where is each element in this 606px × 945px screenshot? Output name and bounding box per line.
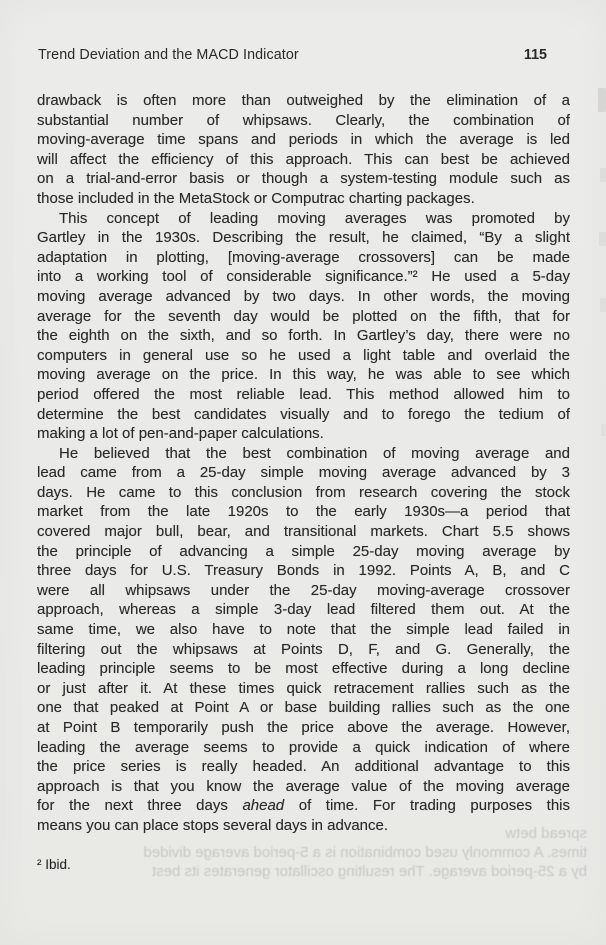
body-line: were all whipsaws under the 25-day moving-average crossover	[37, 581, 570, 599]
body-line: Gartley in the 1930s. Describing the result, he claimed, “By a slight	[37, 229, 570, 247]
body-line: or just after it. At these times quick retracement rallies such as the	[37, 679, 570, 697]
bleed-through-line: spread betw	[505, 825, 587, 842]
body-line: will affect the efficiency of this approach. This can best be achieved	[37, 150, 570, 168]
body-line: the eighth on the sixth, and so forth. In Gartley’s day, there were no	[37, 327, 570, 345]
body-line: moving average on the price. In this way, he was able to see which	[37, 366, 570, 384]
body-line: moving average advanced by two days. In other words, the moving	[37, 287, 570, 305]
body-line: the principle of advancing a simple 25-day moving average by	[37, 542, 570, 560]
page-edge-mark	[600, 298, 606, 312]
body-line: determine the best candidates visually and to forego the tedium of	[37, 405, 570, 423]
body-line: on a trial-and-error basis or though a system-testing module such as	[37, 170, 570, 188]
running-head	[38, 45, 547, 65]
page-edge-mark	[599, 232, 606, 246]
body-line: those included in the MetaStock or Computrac charting packages.	[37, 189, 475, 207]
body-line: moving-average time spans and periods in which the average is led	[37, 131, 570, 149]
body-line-with-italic	[37, 796, 570, 816]
body-line: computers in general use so he used a light table and overlaid the	[37, 346, 570, 364]
body-line: covered major bull, bear, and transitional markets. Chart 5.5 shows	[37, 523, 570, 541]
body-line: one that peaked at Point A or base building rallies such as the one	[37, 699, 570, 717]
bleed-through-line: by a 25-period average. The resulting oscillator generates its best	[152, 863, 587, 880]
body-line: leading the average seems to provide a quick indication of where	[37, 738, 570, 756]
body-line: days. He came to this conclusion from research covering the stock	[37, 483, 570, 501]
bleed-through-line: times. A commonly used combination is a 5-period average divided	[143, 844, 587, 861]
page-edge-mark	[600, 168, 606, 182]
body-line: leading principle seems to be most effective during a long decline	[37, 660, 570, 678]
page-number: 115	[523, 47, 547, 63]
body-line: means you can place stops several days in advance.	[37, 816, 389, 834]
body-line: into a working tool of considerable significance.”² He used a 5-day	[37, 268, 570, 286]
body-line: approach, whereas a simple 3-day lead filtered them out. At the	[37, 601, 570, 619]
body-line-segment: for the next three days	[37, 797, 243, 815]
page-edge-mark	[598, 88, 606, 112]
body-line: market from the late 1920s to the early 1930s—a period that	[37, 503, 570, 521]
body-line: adaptation in plotting, [moving-average crossovers] can be made	[37, 248, 570, 266]
page-edge-mark	[601, 424, 606, 436]
body-line: This concept of leading moving averages was promoted by	[59, 209, 570, 227]
body-line: lead came from a 25-day simple moving average advanced by 3	[37, 464, 570, 482]
footnote: ² Ibid.	[37, 857, 71, 872]
italic-word: ahead	[242, 797, 285, 815]
body-line: filtering out the whipsaws at Points D, F, and G. Generally, the	[37, 640, 570, 658]
body-line: average for the seventh day would be plotted on the fifth, that for	[37, 307, 570, 325]
body-line: approach is that you know the average value of the moving average	[37, 777, 570, 795]
body-line: at Point B temporarily push the price above the average. However,	[37, 719, 570, 736]
body-line: He believed that the best combination of moving average and	[59, 444, 570, 462]
running-head-title: Trend Deviation and the MACD Indicator	[38, 47, 299, 63]
body-line: the price series is really headed. An additional advantage to this	[37, 758, 570, 776]
body-line: period offered the most reliable lead. This method allowed him to	[37, 385, 570, 403]
body-line: making a lot of pen-and-paper calculations.	[37, 425, 324, 443]
body-line: substantial number of whipsaws. Clearly, the combination of	[37, 111, 570, 129]
body-line-segment: of time. For trading purposes this	[284, 797, 570, 815]
body-line: same time, we also have to note that the simple lead failed in	[37, 621, 570, 639]
body-line: drawback is often more than outweighed by the elimination of a	[37, 92, 570, 109]
body-line: three days for U.S. Treasury Bonds in 1992. Points A, B, and C	[37, 562, 570, 580]
body-text	[37, 91, 570, 836]
